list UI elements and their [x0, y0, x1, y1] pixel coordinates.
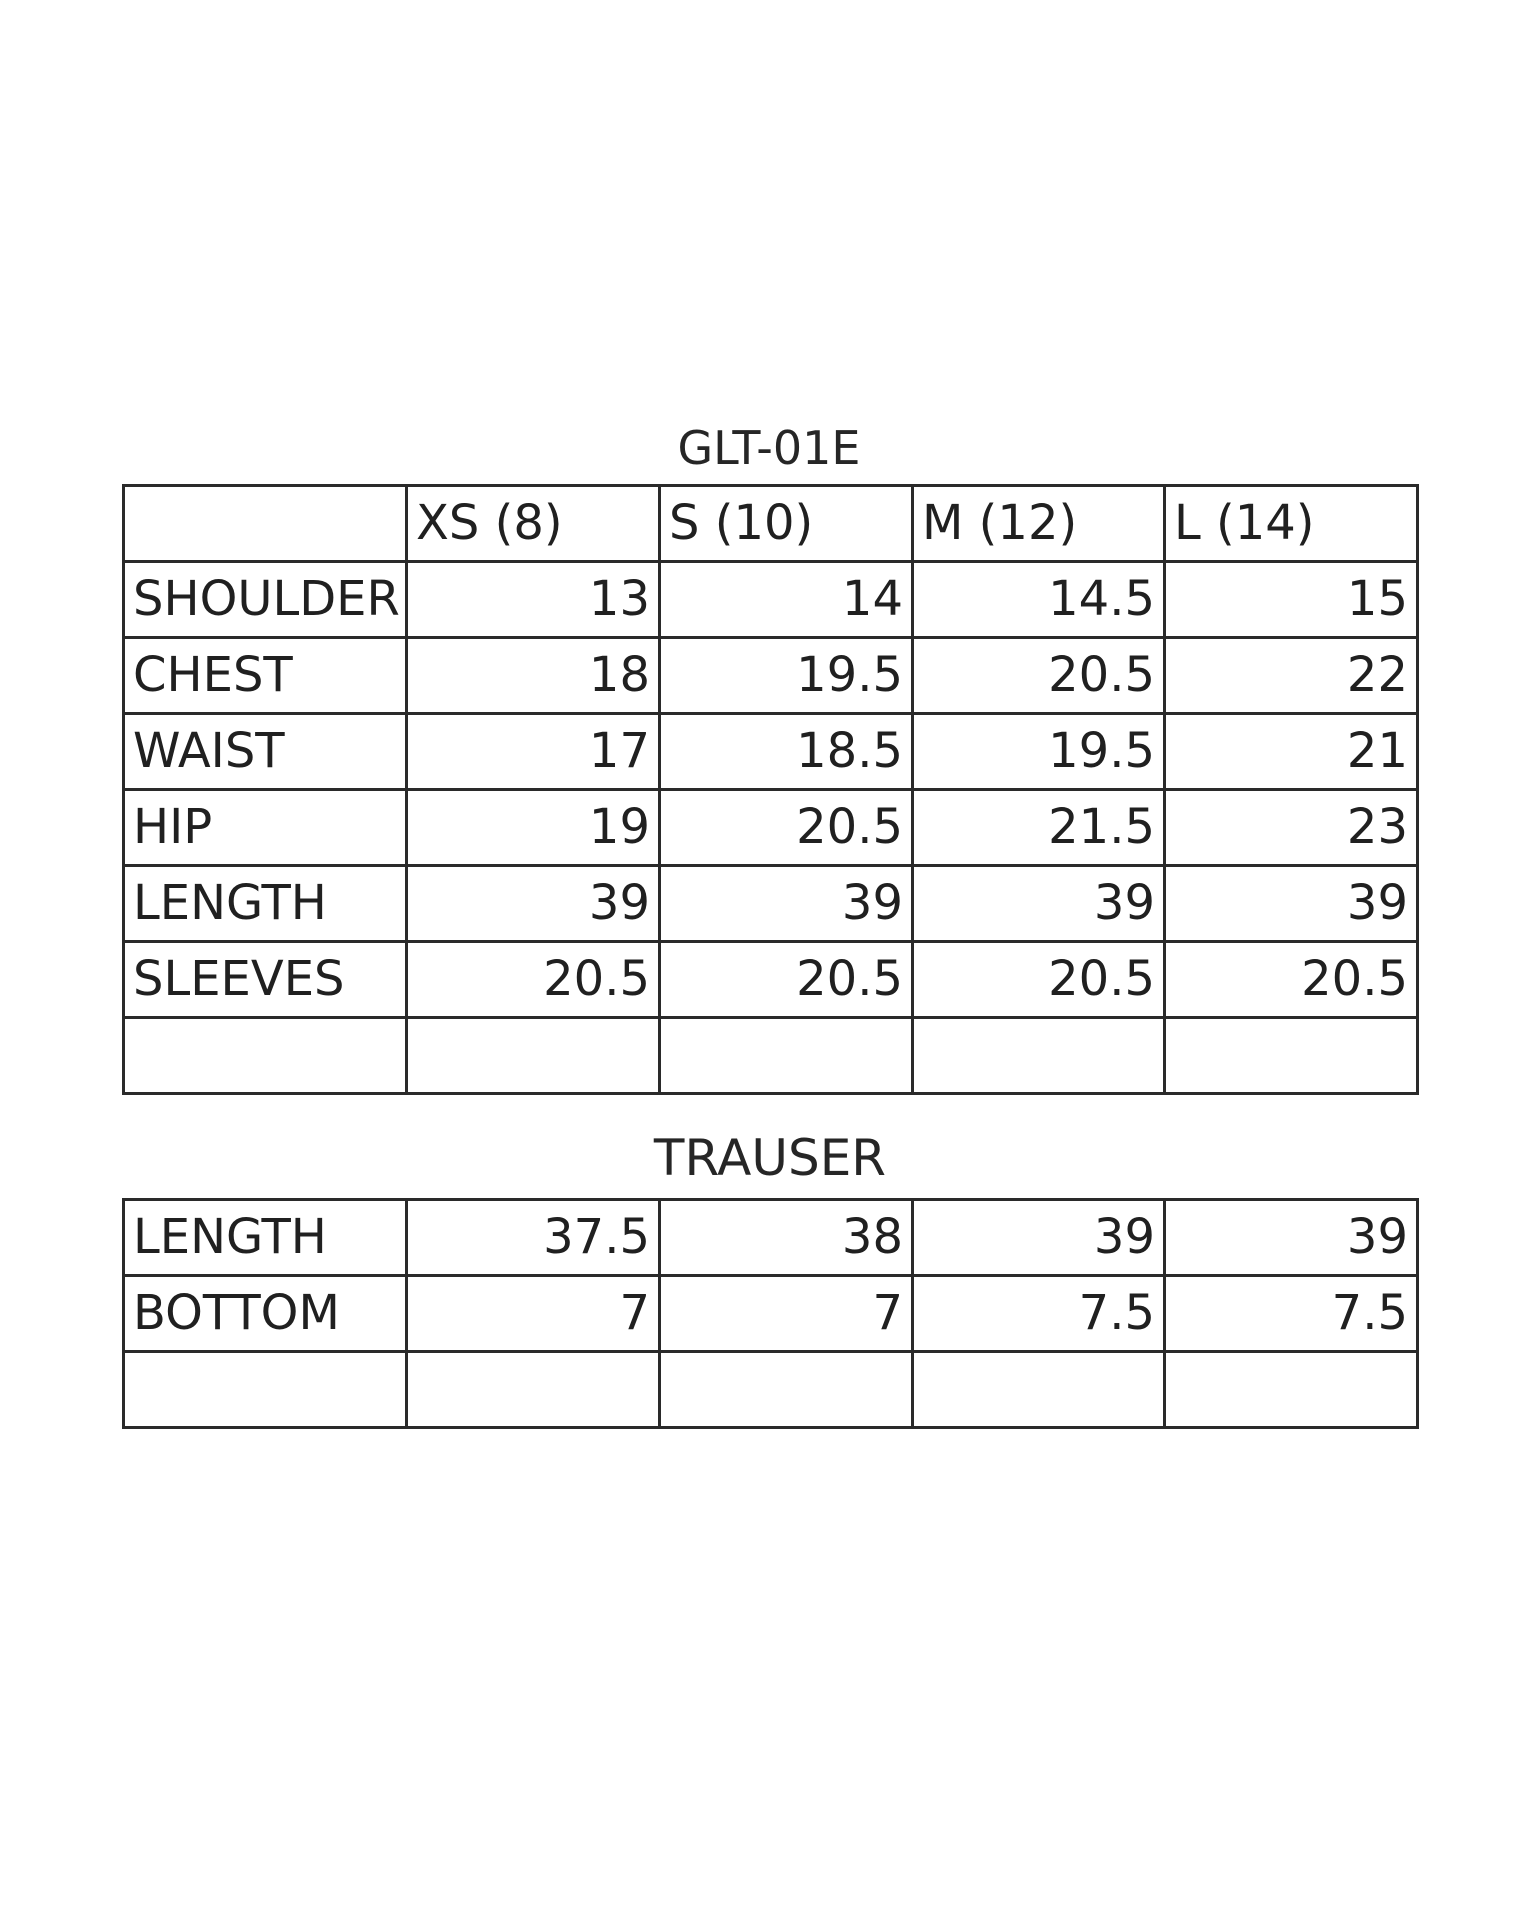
value-cell: 39 [913, 1200, 1165, 1276]
table-row-empty [124, 1018, 1418, 1094]
header-cell-l: L (14) [1165, 486, 1418, 562]
value-cell [1165, 1018, 1418, 1094]
value-cell: 39 [660, 866, 913, 942]
header-cell-empty [124, 486, 407, 562]
value-cell: 23 [1165, 790, 1418, 866]
value-cell: 7 [660, 1276, 913, 1352]
value-cell: 19.5 [660, 638, 913, 714]
value-cell [407, 1352, 660, 1428]
row-label: BOTTOM [124, 1276, 407, 1352]
table-row-trouser-length [124, 1200, 1418, 1276]
value-cell: 19.5 [913, 714, 1165, 790]
table-row-length [124, 866, 1418, 942]
value-cell: 15 [1165, 562, 1418, 638]
trouser-size-table [122, 1198, 1419, 1429]
value-cell: 20.5 [913, 638, 1165, 714]
value-cell: 39 [1165, 1200, 1418, 1276]
value-cell: 20.5 [660, 790, 913, 866]
header-cell-xs: XS (8) [407, 486, 660, 562]
value-cell: 19 [407, 790, 660, 866]
value-cell: 14.5 [913, 562, 1165, 638]
value-cell: 21 [1165, 714, 1418, 790]
row-label: SLEEVES [124, 942, 407, 1018]
header-cell-s: S (10) [660, 486, 913, 562]
table-row-sleeves [124, 942, 1418, 1018]
row-label: LENGTH [124, 1200, 407, 1276]
header-cell-m: M (12) [913, 486, 1165, 562]
value-cell: 22 [1165, 638, 1418, 714]
value-cell: 39 [913, 866, 1165, 942]
table-row-trouser-empty [124, 1352, 1418, 1428]
row-label: WAIST [124, 714, 407, 790]
row-label: HIP [124, 790, 407, 866]
value-cell [407, 1018, 660, 1094]
value-cell [913, 1352, 1165, 1428]
table-row-waist [124, 714, 1418, 790]
row-label: LENGTH [124, 866, 407, 942]
value-cell: 13 [407, 562, 660, 638]
value-cell [660, 1018, 913, 1094]
value-cell: 39 [1165, 866, 1418, 942]
value-cell: 17 [407, 714, 660, 790]
row-label: SHOULDER [124, 562, 407, 638]
table-row-shoulder [124, 562, 1418, 638]
value-cell: 18 [407, 638, 660, 714]
table-row-hip [124, 790, 1418, 866]
value-cell [913, 1018, 1165, 1094]
value-cell: 7.5 [913, 1276, 1165, 1352]
value-cell: 7 [407, 1276, 660, 1352]
value-cell [1165, 1352, 1418, 1428]
value-cell: 20.5 [407, 942, 660, 1018]
value-cell: 39 [407, 866, 660, 942]
value-cell: 21.5 [913, 790, 1165, 866]
value-cell: 20.5 [1165, 942, 1418, 1018]
table-row-trouser-bottom [124, 1276, 1418, 1352]
value-cell: 18.5 [660, 714, 913, 790]
top-size-table [122, 484, 1419, 1095]
value-cell: 20.5 [913, 942, 1165, 1018]
value-cell: 37.5 [407, 1200, 660, 1276]
trouser-section-title: TRAUSER [653, 1129, 887, 1187]
table-row-chest [124, 638, 1418, 714]
row-label [124, 1352, 407, 1428]
row-label [124, 1018, 407, 1094]
size-header-row [124, 486, 1418, 562]
value-cell: 7.5 [1165, 1276, 1418, 1352]
value-cell: 14 [660, 562, 913, 638]
value-cell [660, 1352, 913, 1428]
product-code-title: GLT-01E [677, 421, 861, 475]
row-label: CHEST [124, 638, 407, 714]
value-cell: 38 [660, 1200, 913, 1276]
value-cell: 20.5 [660, 942, 913, 1018]
